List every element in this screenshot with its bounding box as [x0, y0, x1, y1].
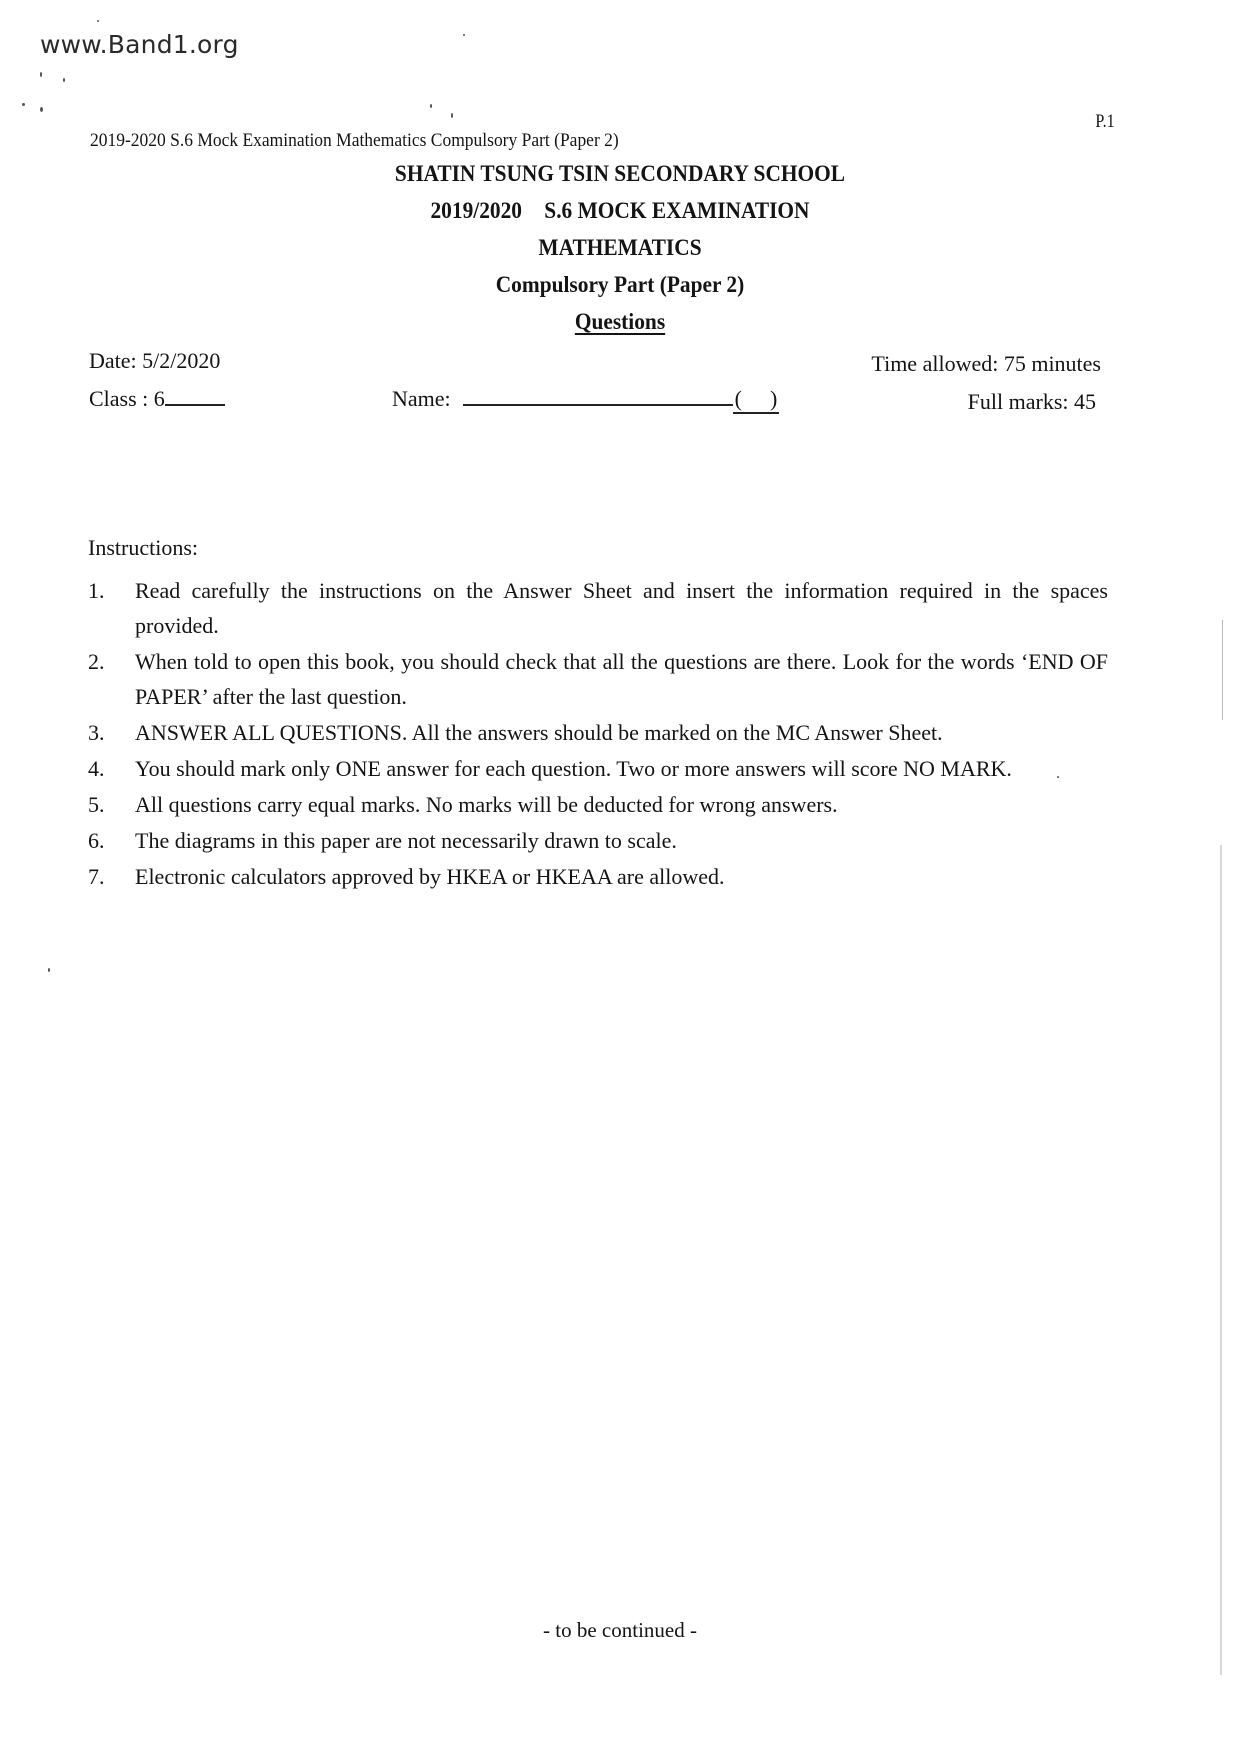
instruction-number: 6. — [88, 828, 105, 853]
instruction-number: 7. — [88, 864, 105, 889]
instruction-text: ANSWER ALL QUESTIONS. All the answers should be marked on the MC Answer Sheet. — [135, 720, 943, 745]
instruction-item — [88, 715, 1108, 750]
scan-speck — [430, 104, 432, 108]
scan-speck — [40, 107, 43, 112]
instruction-number: 5. — [88, 792, 105, 817]
edge-scan-line — [1222, 620, 1223, 720]
instruction-number: 3. — [88, 720, 105, 745]
scan-speck — [451, 113, 453, 118]
class-blank[interactable] — [165, 386, 225, 406]
instruction-item — [88, 573, 1108, 643]
scan-speck — [40, 72, 42, 77]
scan-speck — [97, 20, 99, 22]
page-number: P.1 — [1095, 111, 1115, 132]
footer-continued: - to be continued - — [543, 1618, 697, 1642]
title-exam — [43, 198, 1196, 224]
full-marks: Full marks: 45 — [967, 389, 1096, 414]
instructions-heading: Instructions: — [88, 535, 198, 560]
class-field[interactable] — [89, 386, 225, 412]
instruction-item — [88, 644, 1108, 714]
instruction-number: 4. — [88, 756, 105, 781]
time-allowed: Time allowed: 75 minutes — [871, 351, 1101, 376]
instruction-number: 2. — [88, 649, 105, 674]
instruction-number: 1. — [88, 578, 105, 603]
instruction-text: All questions carry equal marks. No marks will be deducted for wrong answers. — [135, 792, 838, 817]
title-subject: MATHEMATICS — [538, 235, 702, 260]
class-number-blank[interactable]: ( ) — [733, 386, 780, 414]
instruction-item — [88, 859, 1108, 894]
instructions-list — [88, 573, 1108, 894]
name-blank[interactable] — [463, 386, 733, 406]
class-label: Class : 6 — [89, 386, 165, 411]
scan-speck — [22, 103, 25, 106]
instruction-text: Read carefully the instructions on the Answer Sheet and insert the information required in the spaces provided. — [135, 578, 1108, 638]
title-year: 2019/2020 — [430, 198, 522, 223]
instruction-item — [88, 751, 1108, 786]
instruction-text: You should mark only ONE answer for each question. Two or more answers will score NO MARK. — [135, 756, 1012, 781]
exam-date: Date: 5/2/2020 — [89, 348, 221, 373]
edge-scan-line — [1220, 845, 1222, 1675]
name-label: Name: — [392, 386, 451, 411]
title-exam-name: S.6 MOCK EXAMINATION — [544, 198, 810, 223]
instruction-text: When told to open this book, you should check that all the questions are there. Look for the words ‘END OF PAPER’ after the last question. — [135, 649, 1108, 709]
instruction-text: The diagrams in this paper are not necessarily drawn to scale. — [135, 828, 677, 853]
scan-speck — [63, 78, 65, 82]
watermark: www.Band1.org — [40, 30, 239, 59]
instruction-item — [88, 823, 1108, 858]
instruction-text: Electronic calculators approved by HKEA or HKEAA are allowed. — [135, 864, 725, 889]
name-field[interactable] — [392, 386, 779, 414]
instruction-item — [88, 787, 1108, 822]
scan-speck — [463, 34, 465, 36]
running-head: 2019-2020 S.6 Mock Examination Mathematics Compulsory Part (Paper 2) — [90, 130, 619, 151]
title-school: SHATIN TSUNG TSIN SECONDARY SCHOOL — [394, 161, 846, 186]
scan-speck — [48, 968, 50, 972]
title-section: Questions — [574, 309, 666, 334]
instructions — [88, 533, 1108, 895]
title-part: Compulsory Part (Paper 2) — [495, 272, 745, 297]
